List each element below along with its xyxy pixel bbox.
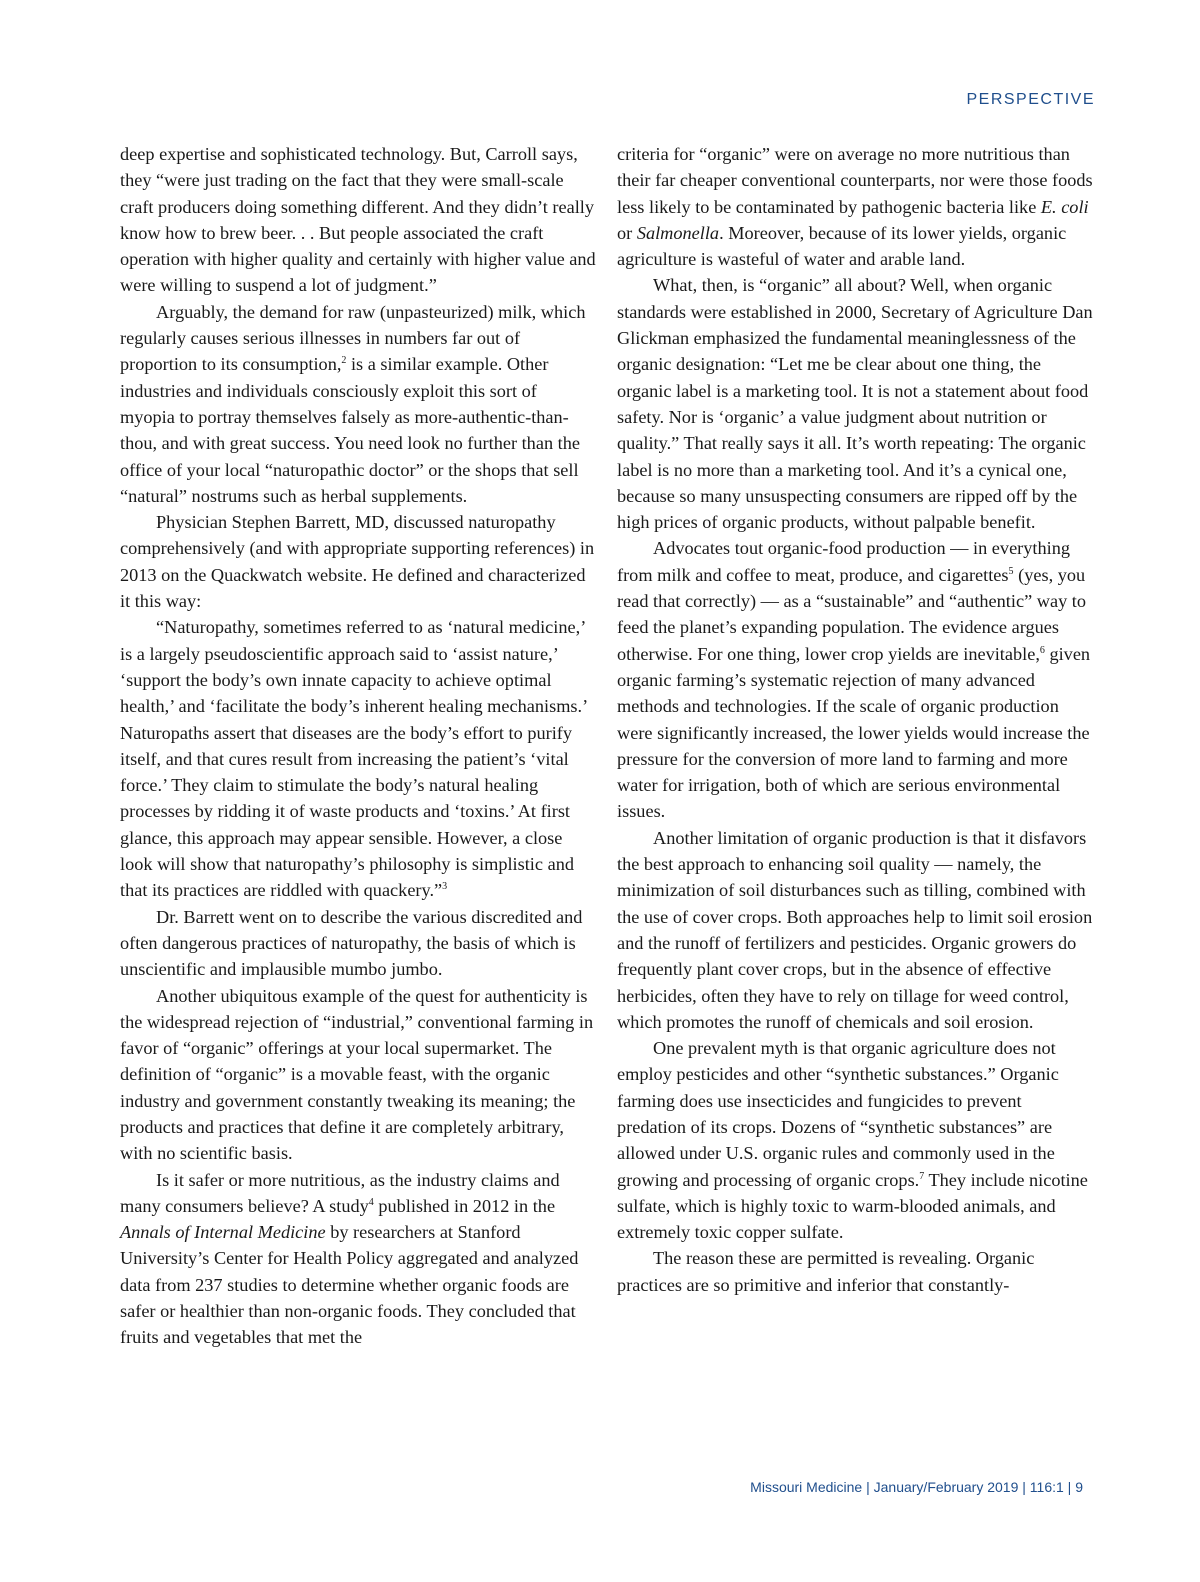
paragraph: Another ubiquitous example of the quest for authenticity is the widespread rejection of “industrial,” conventional farming in favor of “organic” offerings at your local supermarket. The definition of “organic” is a movable feast, with the organic industry and government constantly tweaking its meaning; the products and practices that define it are completely arbitrary, with no scientific basis. (120, 985, 594, 1164)
species-name: E. coli (1040, 196, 1089, 217)
paragraph: Arguably, the demand for raw (unpasteurized) milk, which regularly causes serious illnesses in numbers far out of proportion to its consumption,$^2$ is a similar example. Other industries and individuals consciously exploit this sort of myopia to portray themselves falsely as more-authentic-than-thou, and with great success. You need look no further than the office of your local “naturopathic doctor” or the shops that sell “natural” nostrums such as herbal supplements. (120, 301, 586, 506)
paragraph: What, then, is “organic” all about? Well, when organic standards were established in 2000, Secretary of Agriculture Dan Glickman emphasized the fundamental meaninglessness of the organic designation: “Let me be clear about one thing, the organic label is a marketing tool. It is not a statement about food safety. Nor is ‘organic’ a value judgment about nutrition or quality.” That really says it all. It’s worth repeating: The organic label is no more than a marketing tool. And it’s a cynical one, because so many unsuspecting consumers are ripped off by the high prices of organic products, without palpable benefit. (617, 275, 1093, 533)
paragraph: Dr. Barrett went on to describe the various discredited and often dangerous practices of naturopathy, the basis of which is unscientific and implausible mumbo jumbo. (120, 906, 583, 980)
page-footer: Missouri Medicine | January/February 2019 | 116:1 | 9 (750, 1479, 1083, 1495)
paragraph: The reason these are permitted is revealing. Organic practices are so primitive and inferior that constantly- (617, 1248, 1035, 1295)
footnote-ref: 6 (1039, 644, 1045, 656)
section-label: PERSPECTIVE (966, 91, 1095, 108)
journal-title: Annals of Internal Medicine (120, 1222, 326, 1243)
left-column (120, 141, 596, 1351)
footnote-ref: 2 (341, 355, 347, 367)
species-name: Salmonella (636, 222, 720, 243)
paragraph: One prevalent myth is that organic agriculture does not employ pesticides and other “synthetic substances.” Organic farming does use insecticides and fungicides to prevent predation of its crops. Dozens of “synthetic substances” are allowed under U.S. organic rules and commonly used in the growing and processing of organic crops.$^7$ They include nicotine sulfate, which is highly toxic to warm-blooded animals, and extremely toxic copper sulfate. (617, 1038, 1088, 1243)
footnote-ref: 5 (1008, 565, 1014, 577)
paragraph: Advocates tout organic-food production — in everything from milk and coffee to meat, produce, and cigarettes$^5$ (yes, you read that correctly) — as a “sustainable” and “authentic” way to feed the planet’s expanding population. The evidence argues otherwise. For one thing, lower crop yields are inevitable,$^6$ given organic farming’s systematic rejection of many advanced methods and technologies. If the scale of organic production were significantly increased, the lower yields would increase the pressure for the conversion of more land to farming and more water for irrigation, both of which are serious environmental issues. (617, 538, 1091, 822)
paragraph: deep expertise and sophisticated technology. But, Carroll says, they “were just trading on the fact that they were small-scale craft producers doing something different. And they didn’t really know how to brew beer. . . But people associated the craft operation with higher quality and certainly with higher value and were willing to suspend a lot of judgment.” (120, 144, 596, 296)
paragraph: criteria for “organic” were on average no more nutritious than their far cheaper conventional counterparts, nor were those foods less likely to be contaminated by pathogenic bacteria like E. coli or Salmonella. Moreover, because of its lower yields, organic agriculture is wasteful of water and arable land. (617, 144, 1093, 270)
paragraph: Another limitation of organic production is that it disfavors the best approach to enhancing soil quality — namely, the minimization of soil disturbances such as tilling, combined with the use of cover crops. Both approaches help to limit soil erosion and the runoff of fertilizers and pesticides. Organic growers do frequently plant cover crops, but in the absence of effective herbicides, often they have to rely on tillage for weed control, which promotes the runoff of chemicals and soil erosion. (617, 827, 1093, 1032)
paragraph: Physician Stephen Barrett, MD, discussed naturopathy comprehensively (and with appropriate supporting references) in 2013 on the Quackwatch website. He defined and characterized it this way: (120, 512, 595, 612)
footnote-ref: 7 (919, 1170, 925, 1182)
footnote-ref: 3 (442, 881, 448, 893)
block-quote: “Naturopathy, sometimes referred to as ‘natural medicine,’ is a largely pseudoscientific approach said to ‘assist nature,’ ‘support the body’s own innate capacity to achieve optimal health,’ and ‘facilitate the body’s inherent healing mechanisms.’ Naturopaths assert that diseases are the body’s effort to purify itself, and that cures result from increasing the patient’s ‘vital force.’ They claim to stimulate the body’s natural healing processes by ridding it of waste products and ‘toxins.’ At first glance, this approach may appear sensible. However, a close look will show that naturopathy’s philosophy is simplistic and that its practices are riddled with quackery.”$^3$ (120, 617, 587, 901)
right-column (617, 141, 1093, 1298)
footnote-ref: 4 (368, 1196, 374, 1208)
paragraph: Is it safer or more nutritious, as the industry claims and many consumers believe? A study$^4$ published in 2012 in the Annals of Internal Medicine by researchers at Stanford University’s Center for Health Policy aggregated and analyzed data from 237 studies to determine whether organic foods are safer or healthier than non-organic foods. They concluded that fruits and vegetables that met the (120, 1169, 579, 1348)
